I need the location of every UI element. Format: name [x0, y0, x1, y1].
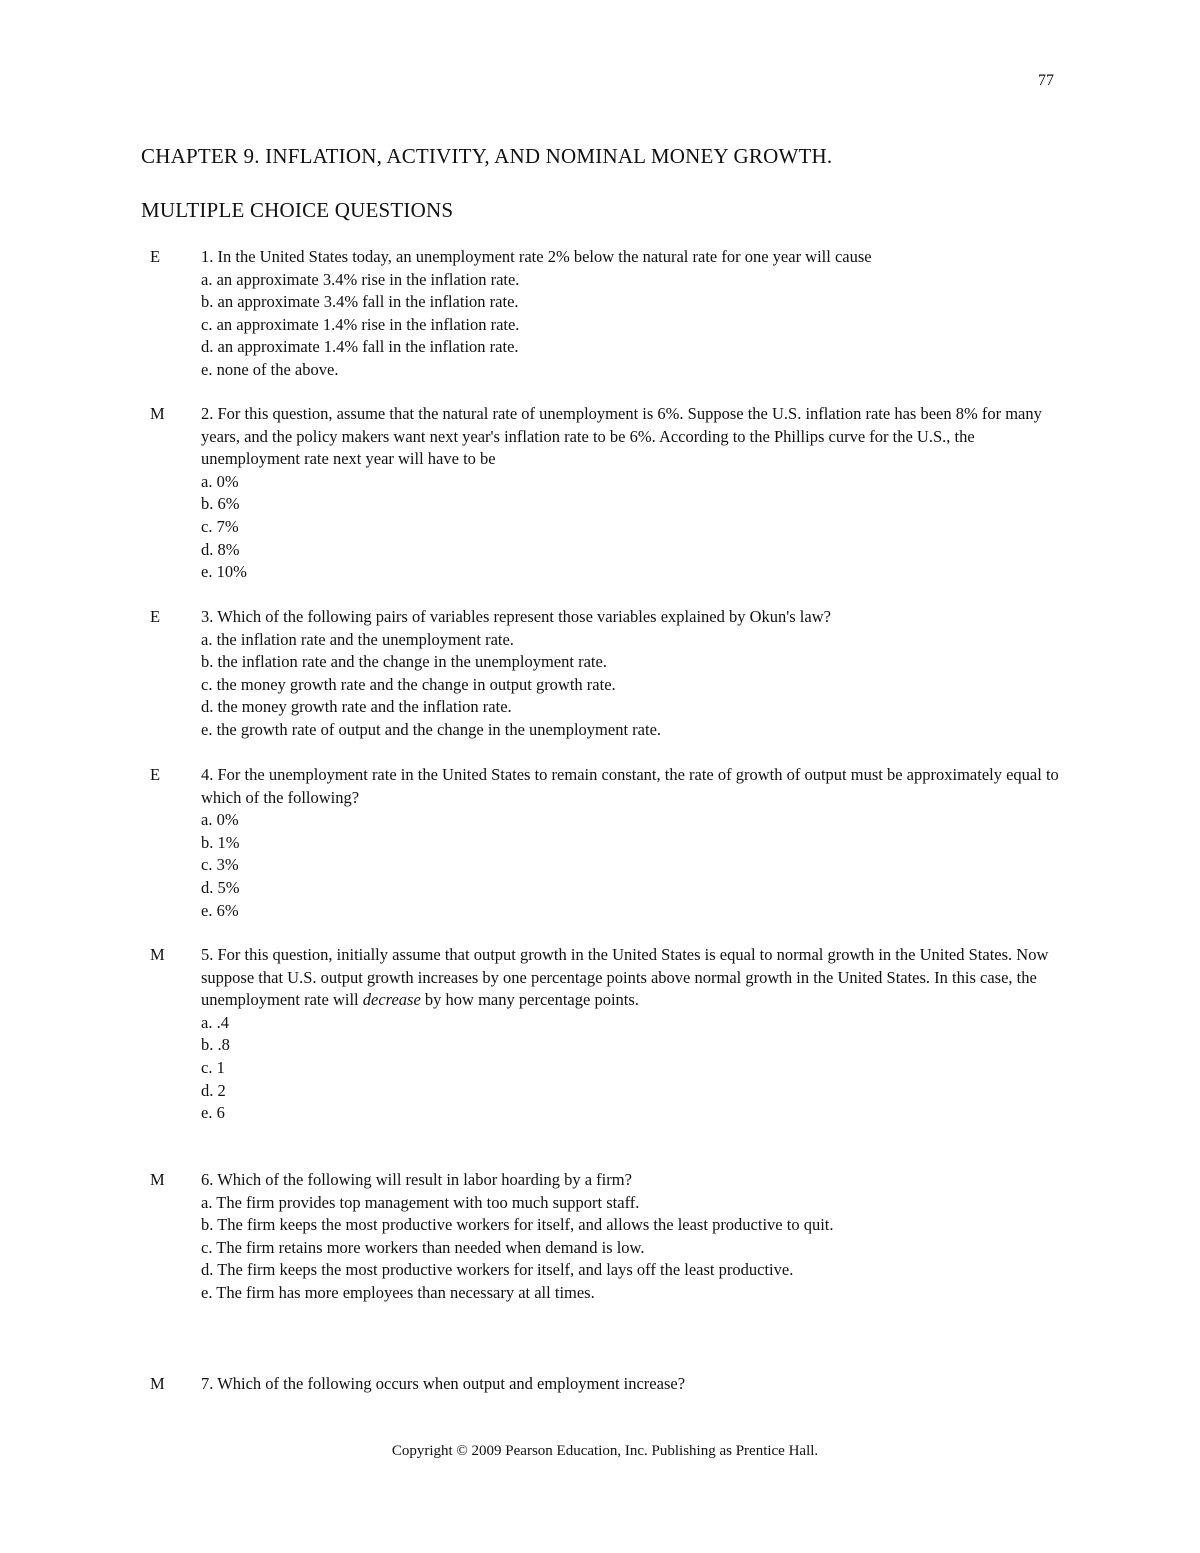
answer-option: b. 6%	[201, 494, 240, 514]
answer-option: b. the inflation rate and the change in the unemployment rate.	[201, 652, 607, 672]
difficulty-level: M	[150, 1170, 165, 1189]
answer-option: d. 8%	[201, 539, 240, 559]
question-stem: 1. In the United States today, an unemployment rate 2% below the natural rate for one year will cause	[201, 247, 872, 266]
answer-option: e. The firm has more employees than necessary at all times.	[201, 1282, 595, 1302]
difficulty-level: E	[150, 247, 161, 266]
emphasized-word: decrease	[362, 990, 421, 1010]
question-1	[150, 246, 1070, 382]
question-7	[150, 1373, 1070, 1396]
answer-option: d. 5%	[201, 877, 240, 897]
answer-option: c. 1	[201, 1057, 225, 1077]
question-stem: 6. Which of the following will result in labor hoarding by a firm?	[201, 1170, 632, 1189]
copyright-footer: Copyright © 2009 Pearson Education, Inc. Publishing as Prentice Hall.	[391, 1443, 819, 1459]
answer-option: d. an approximate 1.4% fall in the inflation rate.	[201, 337, 519, 357]
answer-option: b. .8	[201, 1035, 230, 1055]
answer-option: e. 6	[201, 1103, 225, 1123]
answer-option: c. 7%	[201, 516, 239, 536]
answer-option: d. 2	[201, 1080, 226, 1100]
answer-option: a. 0%	[201, 471, 239, 491]
page-number: 77	[1038, 72, 1054, 89]
answer-option: d. the money growth rate and the inflation rate.	[201, 697, 512, 717]
question-stem: 2. For this question, assume that the natural rate of unemployment is 6%. Suppose the U.S. inflation rate has been 8% for many years, and the policy makers want next year's inflation rate to be 6%. According to the Phillips curve for the U.S., the unemployment rate next year will have to be	[201, 404, 1042, 469]
question-2	[150, 403, 1070, 584]
answer-option: c. an approximate 1.4% rise in the inflation rate.	[201, 314, 520, 334]
answer-option: a. .4	[201, 1012, 229, 1032]
question-3	[150, 606, 1070, 742]
answer-option: e. 6%	[201, 900, 239, 920]
answer-option: b. 1%	[201, 832, 240, 852]
answer-option: e. 10%	[201, 562, 247, 582]
difficulty-level: M	[150, 945, 165, 964]
difficulty-level: M	[150, 404, 165, 423]
answer-option: e. none of the above.	[201, 359, 339, 379]
question-stem-start: 5. For this question, initially assume that output growth in the United States is equal to normal growth in the United States. Now suppose that U.S. output growth increases by one percentage points above normal growth in the United States. In this case, the unemployment rate will	[201, 945, 1049, 1010]
question-6	[150, 1169, 1070, 1305]
answer-option: c. The firm retains more workers than needed when demand is low.	[201, 1237, 645, 1257]
answer-option: b. The firm keeps the most productive workers for itself, and allows the least productive to quit.	[201, 1215, 834, 1235]
answer-option: b. an approximate 3.4% fall in the inflation rate.	[201, 292, 519, 312]
answer-option: a. 0%	[201, 810, 239, 830]
question-stem: 4. For the unemployment rate in the United States to remain constant, the rate of growth of output must be approximately equal to which of the following?	[201, 765, 1059, 807]
answer-option: a. the inflation rate and the unemployment rate.	[201, 629, 514, 649]
answer-option: c. 3%	[201, 855, 239, 875]
question-stem: 3. Which of the following pairs of variables represent those variables explained by Okun's law?	[201, 607, 831, 626]
answer-option: c. the money growth rate and the change in output growth rate.	[201, 674, 616, 694]
question-stem-end: by how many percentage points.	[420, 990, 639, 1010]
question-5	[150, 944, 1070, 1125]
chapter-title: CHAPTER 9. INFLATION, ACTIVITY, AND NOMINAL MONEY GROWTH.	[141, 144, 833, 168]
answer-option: d. The firm keeps the most productive workers for itself, and lays off the least productive.	[201, 1260, 794, 1280]
difficulty-level: E	[150, 607, 161, 626]
answer-option: e. the growth rate of output and the change in the unemployment rate.	[201, 719, 662, 739]
question-stem	[201, 944, 1070, 1012]
answer-option: a. an approximate 3.4% rise in the inflation rate.	[201, 269, 520, 289]
question-4	[150, 764, 1070, 922]
question-stem: 7. Which of the following occurs when output and employment increase?	[201, 1374, 686, 1393]
answer-option: a. The firm provides top management with too much support staff.	[201, 1192, 640, 1212]
difficulty-level: E	[150, 765, 161, 784]
section-title: MULTIPLE CHOICE QUESTIONS	[141, 198, 454, 222]
difficulty-level: M	[150, 1374, 165, 1393]
